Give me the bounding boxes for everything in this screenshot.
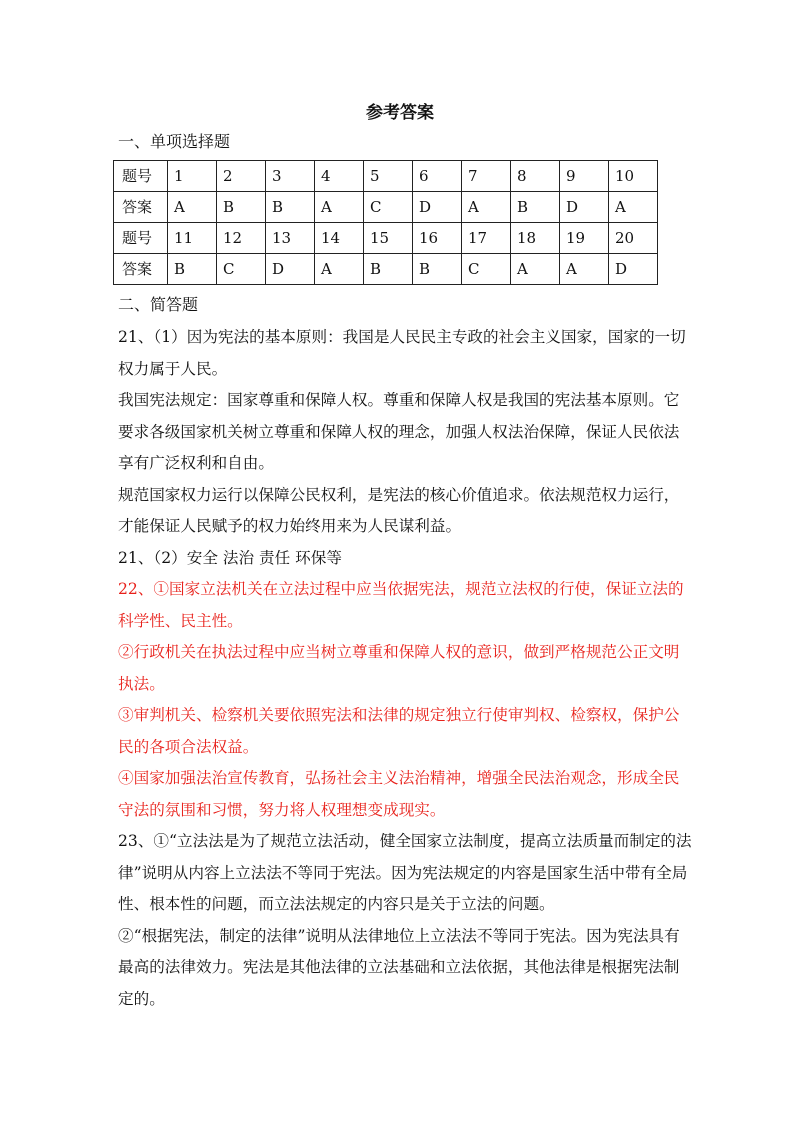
answer-paragraph: 23、①“立法法是为了规范立法活动，健全国家立法制度，提高立法质量而制定的法律”说明从内容上立法法不等同于宪法。因为宪法规定的内容是国家生活中带有全局性、根本性的问题，而立法法规定的内容只是关于立法的问题。 (118, 832, 692, 913)
table-cell: D (560, 192, 609, 223)
section-heading-choice: 一、单项选择题 (118, 132, 231, 151)
table-cell: 3 (266, 161, 315, 192)
table-cell: D (266, 254, 315, 285)
table-cell: B (511, 192, 560, 223)
table-cell: 17 (462, 223, 511, 254)
table-cell: 14 (315, 223, 364, 254)
table-cell: 1 (168, 161, 217, 192)
table-cell: D (413, 192, 462, 223)
table-cell: A (609, 192, 658, 223)
table-cell: B (413, 254, 462, 285)
table-cell: A (315, 254, 364, 285)
answer-paragraph: 22、①国家立法机关在立法过程中应当依据宪法，规范立法权的行使，保证立法的科学性、民主性。 (118, 580, 684, 630)
table-cell: 12 (217, 223, 266, 254)
table-cell: B (217, 192, 266, 223)
row-label: 题号 (114, 161, 168, 192)
table-cell: 6 (413, 161, 462, 192)
table-cell: 4 (315, 161, 364, 192)
table-cell: C (364, 192, 413, 223)
answer-paragraph: 21、（2）安全 法治 责任 环保等 (118, 548, 342, 567)
answer-paragraph: 我国宪法规定：国家尊重和保障人权。尊重和保障人权是我国的宪法基本原则。它要求各级国家机关树立尊重和保障人权的理念，加强人权法治保障，保证人民依法享有广泛权利和自由。 (118, 391, 680, 472)
table-row (114, 223, 658, 254)
table-cell: 13 (266, 223, 315, 254)
answer-paragraph: ②行政机关在执法过程中应当树立尊重和保障人权的意识，做到严格规范公正文明执法。 (118, 643, 680, 693)
answer-paragraph: 21、（1）因为宪法的基本原则：我国是人民民主专政的社会主义国家，国家的一切权力属于人民。 (118, 328, 686, 378)
table-cell: A (315, 192, 364, 223)
table-cell: B (364, 254, 413, 285)
table-cell: 7 (462, 161, 511, 192)
table-cell: A (462, 192, 511, 223)
table-row (114, 161, 658, 192)
table-cell: 8 (511, 161, 560, 192)
answer-table (113, 160, 658, 285)
answer-paragraph: ③审判机关、检察机关要依照宪法和法律的规定独立行使审判权、检察权，保护公民的各项合法权益。 (118, 706, 680, 756)
table-cell: A (511, 254, 560, 285)
row-label: 答案 (114, 192, 168, 223)
table-cell: C (217, 254, 266, 285)
table-cell: D (609, 254, 658, 285)
table-cell: 5 (364, 161, 413, 192)
table-cell: 10 (609, 161, 658, 192)
table-cell: A (168, 192, 217, 223)
table-cell: B (266, 192, 315, 223)
table-row (114, 192, 658, 223)
table-cell: 9 (560, 161, 609, 192)
table-cell: A (560, 254, 609, 285)
section-heading-short-answer: 二、简答题 (118, 295, 199, 314)
table-row (114, 254, 658, 285)
short-answer-content (118, 322, 693, 1015)
row-label: 题号 (114, 223, 168, 254)
answer-paragraph: ②“根据宪法，制定的法律”说明从法律地位上立法法不等同于宪法。因为宪法具有最高的法律效力。宪法是其他法律的立法基础和立法依据，其他法律是根据宪法制定的。 (118, 926, 680, 1008)
answer-paragraph: ④国家加强法治宣传教育，弘扬社会主义法治精神，增强全民法治观念，形成全民守法的氛围和习惯，努力将人权理想变成现实。 (118, 769, 680, 819)
table-cell: 20 (609, 223, 658, 254)
table-cell: C (462, 254, 511, 285)
row-label: 答案 (114, 254, 168, 285)
table-cell: 15 (364, 223, 413, 254)
table-cell: 16 (413, 223, 462, 254)
table-cell: B (168, 254, 217, 285)
answer-paragraph: 规范国家权力运行以保障公民权利，是宪法的核心价值追求。依法规范权力运行，才能保证人民赋予的权力始终用来为人民谋利益。 (118, 485, 680, 535)
table-cell: 19 (560, 223, 609, 254)
page-title: 参考答案 (366, 103, 434, 123)
table-cell: 11 (168, 223, 217, 254)
table-cell: 2 (217, 161, 266, 192)
table-cell: 18 (511, 223, 560, 254)
